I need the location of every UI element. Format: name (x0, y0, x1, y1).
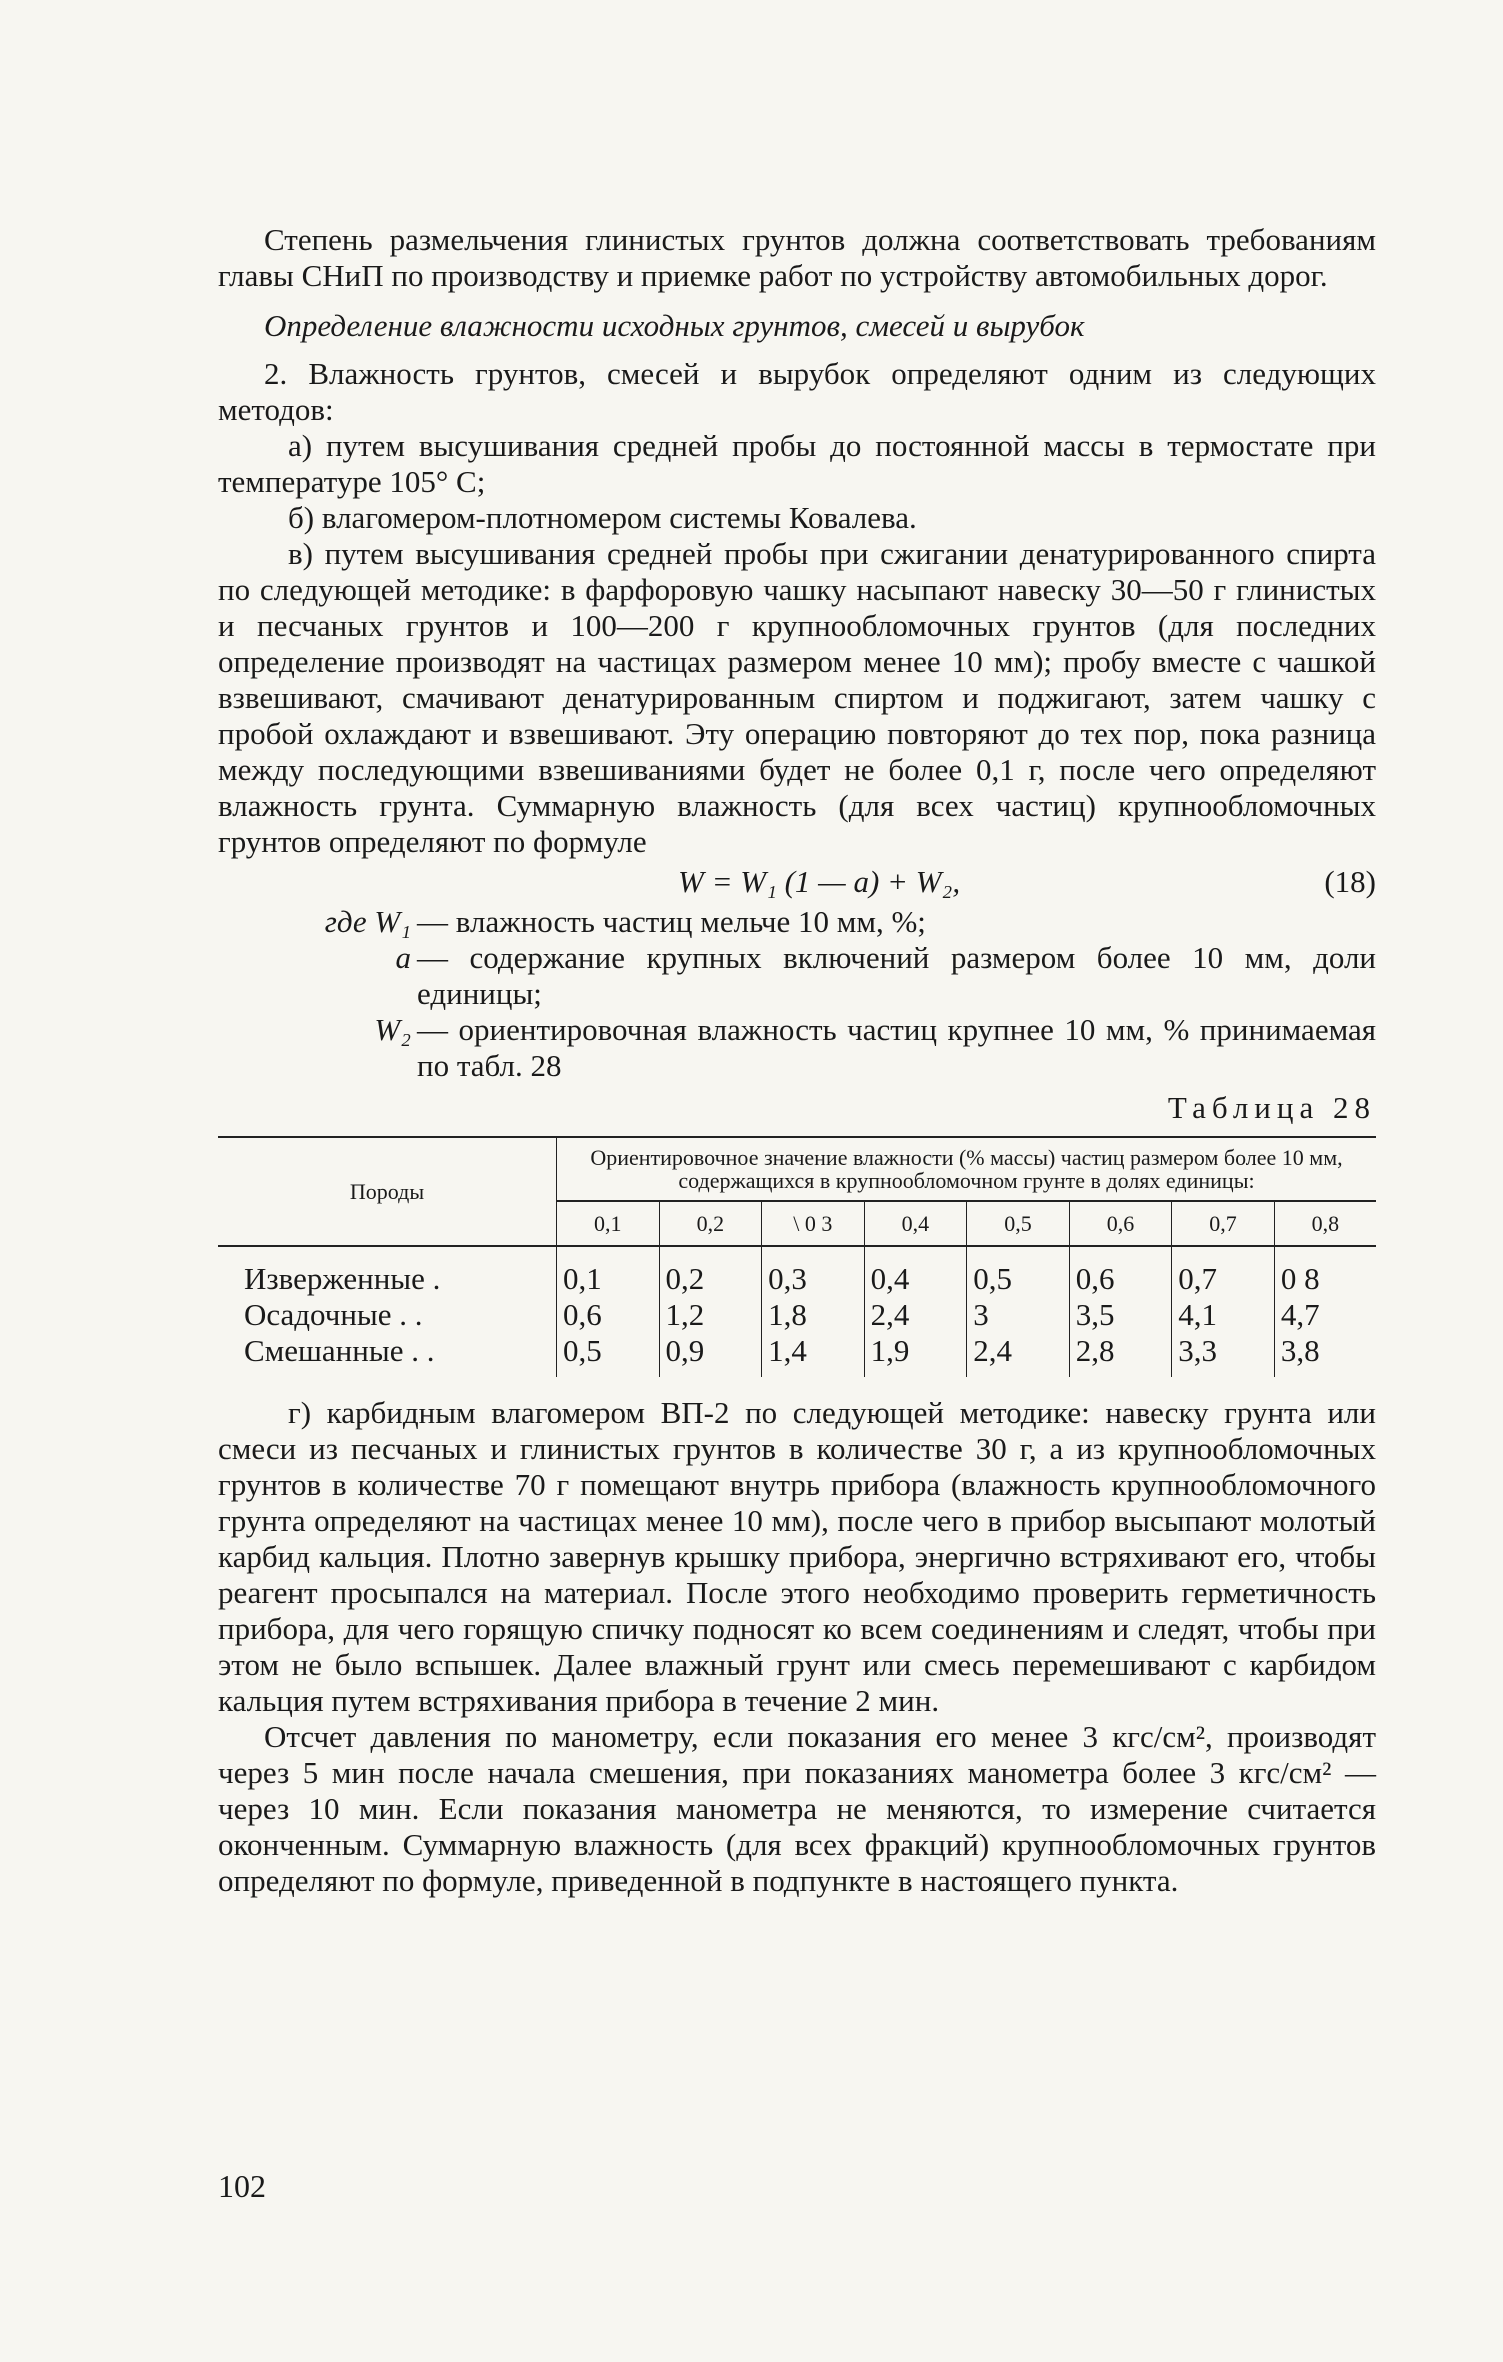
column-header: 0,2 (659, 1201, 762, 1246)
legend-row (218, 1012, 1376, 1084)
table-cell: 0,5 (967, 1246, 1070, 1297)
table-cell: 0 8 (1280, 1261, 1320, 1296)
table-cell: 0,6 (1069, 1246, 1172, 1297)
legend-symbol: W₂ (374, 1012, 411, 1047)
lower-text (218, 1395, 1376, 1899)
moisture-group-header: Ориентировочное значение влажности (% массы) частиц размером более 10 мм, содержащихся в крупнообломочном грунте в долях единицы: (557, 1137, 1377, 1201)
method-a: а) путем высушивания средней пробы до постоянной массы в термостате при температуре 105° С; (218, 428, 1376, 499)
table-cell: 0,3 (762, 1246, 865, 1297)
table-cell: 2,8 (1069, 1333, 1172, 1377)
legend-row (218, 904, 1376, 940)
table-cell: 1,8 (762, 1297, 865, 1333)
rock-name: Изверженные . (218, 1246, 557, 1297)
table-cell: 1,4 (762, 1333, 865, 1377)
method-g: г) карбидным влагомером ВП-2 по следующей методике: навеску грунта или смеси из песчаных и глинистых грунтов в количестве 30 г, а из крупнообломочных грунтов в количестве 70 г помещают внутрь прибора (влажность крупнообломочного грунта определяют на частицах менее 10 мм), после чего в прибор высыпают молотый карбид кальция. Плотно завернув крышку прибора, энергично встряхивают его, чтобы реагент просыпался на материал. После этого необходимо проверить герметичность прибора, для чего горящую спичку подносят ко всем соединениям и следят, чтобы при этом не было вспышек. Далее влажный грунт или смесь перемешивают с карбидом кальция путем встряхивания прибора в течение 2 мин. (218, 1395, 1376, 1718)
paragraph-methods-intro: 2. Влажность грунтов, смесей и вырубок определяют одним из следующих методов: (218, 356, 1376, 427)
table-cell: 0,1 (557, 1246, 660, 1297)
table-cell: 0,6 (557, 1297, 660, 1333)
legend-text: — содержание крупных включений размером более 10 мм, доли единицы; (417, 940, 1376, 1011)
column-header: 0,4 (864, 1201, 967, 1246)
paragraph-grinding: Степень размельчения глинистых грунтов должна соответствовать требованиям главы СНиП по производству и приемке работ по устройству автомобильных дорог. (218, 222, 1376, 293)
paragraph-pressure-reading: Отсчет давления по манометру, если показания его менее 3 кгс/см², производят через 5 мин после начала смешения, при показаниях манометра более 3 кгс/см² — через 10 мин. Если показания манометра не меняются, то измерение считается оконченным. Суммарную влажность (для всех фракций) крупнообломочных грунтов определяют по формуле, приведенной в подпункте в настоящего пункта. (218, 1719, 1376, 1898)
legend-text: — влажность частиц мельче 10 мм, %; (417, 904, 926, 939)
formula: W = W₁ (1 — a) + W₂, (678, 864, 961, 899)
method-c: в) путем высушивания средней пробы при сжигании денатурированного спирта по следующей методике: в фарфоровую чашку насыпают навеску 30—50 г глинистых и песчаных грунтов и 100—200 г крупнообломочных грунтов (для последних определение производят на частицах размером менее 10 мм); пробу вместе с чашкой взвешивают, смачивают денатурированным спиртом и поджигают, затем чашку с пробой охлаждают и взвешивают. Эту операцию повторяют до тех пор, пока разница между последующими взвешиваниями будет не более 0,1 г, после чего определяют влажность грунта. Суммарную влажность (для всех частиц) крупнообломочных грунтов определяют по формуле (218, 536, 1376, 859)
table-cell: 2,4 (967, 1333, 1070, 1377)
rock-header: Породы (218, 1137, 557, 1246)
table-cell: 4,7 (1280, 1297, 1320, 1332)
rock-name: Смешанные . . (218, 1333, 557, 1377)
legend-symbol: a (395, 940, 411, 975)
table-cell: 0,9 (659, 1333, 762, 1377)
page-body (218, 222, 1376, 1899)
table-row (218, 1246, 1376, 1297)
legend-symbol: где W₁ (324, 904, 411, 939)
formula-legend (218, 904, 1376, 1084)
table-cell: 1,2 (659, 1297, 762, 1333)
table-cell: 1,9 (864, 1333, 967, 1377)
table-cell: 3 (967, 1297, 1070, 1333)
rock-name: Осадочные . . (218, 1297, 557, 1333)
table-cell: 2,4 (864, 1297, 967, 1333)
table-cell: 0,4 (864, 1246, 967, 1297)
column-header: \ 0 3 (762, 1201, 865, 1246)
section-heading: Определение влажности исходных грунтов, смесей и вырубок (264, 308, 1085, 343)
table-cell: 3,3 (1172, 1333, 1275, 1377)
equation-number: (18) (1324, 864, 1376, 899)
column-header: 0,1 (557, 1201, 660, 1246)
table-cell: 4,1 (1172, 1297, 1275, 1333)
table-row (218, 1297, 1376, 1333)
page-number: 102 (218, 2168, 266, 2204)
table-cell: 3,5 (1069, 1297, 1172, 1333)
moisture-table (218, 1136, 1376, 1377)
column-header: 0,8 (1311, 1211, 1340, 1236)
column-header: 0,5 (967, 1201, 1070, 1246)
table-row (218, 1333, 1376, 1377)
column-header: 0,6 (1069, 1201, 1172, 1246)
legend-row (218, 940, 1376, 1012)
table-cell: 0,2 (659, 1246, 762, 1297)
method-b: б) влагомером-плотномером системы Ковалева. (288, 500, 917, 535)
legend-text: — ориентировочная влажность частиц крупнее 10 мм, % принимаемая по табл. 28 (417, 1012, 1376, 1083)
table-cell: 0,5 (557, 1333, 660, 1377)
column-header: 0,7 (1172, 1201, 1275, 1246)
formula-row (218, 860, 1376, 904)
table-cell: 0,7 (1172, 1246, 1275, 1297)
table-cell: 3,8 (1280, 1333, 1320, 1368)
table-caption: Таблица 28 (1167, 1090, 1376, 1125)
